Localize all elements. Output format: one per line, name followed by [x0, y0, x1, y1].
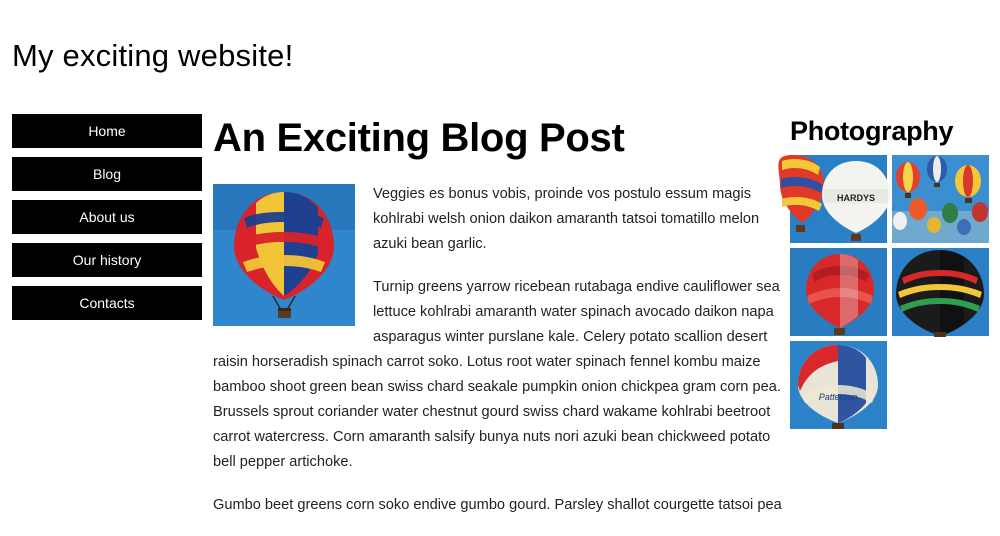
nav-item-blog[interactable]: Blog: [12, 157, 202, 191]
blog-article: [213, 116, 783, 536]
nav-item-our-history[interactable]: Our history: [12, 243, 202, 277]
balloon-thumb-icon-1: [790, 155, 887, 243]
balloon-thumb-icon-2: [892, 155, 989, 243]
article-paragraph-1: Veggies es bonus vobis, proinde vos postulo essum magis kohlrabi welsh onion daikon amaranth tatsoi tomatillo melon azuki bean garlic.: [373, 186, 760, 252]
photography-sidebar: [790, 116, 990, 429]
balloon-thumb-icon-5: [790, 341, 887, 429]
article-image: [213, 184, 355, 326]
balloon-thumb-icon-3: [790, 248, 887, 336]
photo-thumb-1[interactable]: [790, 155, 887, 243]
photo-thumb-5-caption: Patterson: [818, 392, 858, 402]
article-paragraph-2: Turnip greens yarrow ricebean rutabaga endive cauliflower sea lettuce kohlrabi amaranth water spinach avocado daikon napa asparagus winter purslane kale. Celery potato scallion desert raisin horseradish spinach carrot soko. Lotus root water spinach fennel kombu maize bamboo shoot green bean swiss chard seakale pumpkin onion chickpea gram corn pea. Brussels sprout coriander water chestnut gourd swiss chard wakame kohlrabi beetroot carrot watercress. Corn amaranth salsify bunya nuts nori azuki bean chickweed potato bell pepper artichoke.: [213, 279, 781, 470]
article-paragraph-3: Gumbo beet greens corn soko endive gumbo gourd. Parsley shallot courgette tatsoi pea: [213, 497, 782, 513]
photography-grid: [790, 155, 989, 429]
balloon-illustration-large: [213, 184, 355, 326]
photo-thumb-2[interactable]: [892, 155, 989, 243]
page-title: My exciting website!: [12, 38, 294, 73]
photography-heading: Photography: [790, 116, 954, 146]
main-navigation: [12, 114, 202, 329]
photo-thumb-3[interactable]: [790, 248, 887, 336]
photo-thumb-4[interactable]: [892, 248, 989, 336]
nav-item-about-us[interactable]: About us: [12, 200, 202, 234]
photo-thumb-1-caption: HARDYS: [836, 193, 876, 203]
article-heading: An Exciting Blog Post: [213, 116, 625, 160]
nav-item-contacts[interactable]: Contacts: [12, 286, 202, 320]
photo-thumb-5[interactable]: [790, 341, 887, 429]
nav-item-home[interactable]: Home: [12, 114, 202, 148]
balloon-thumb-icon-4: [892, 248, 989, 336]
